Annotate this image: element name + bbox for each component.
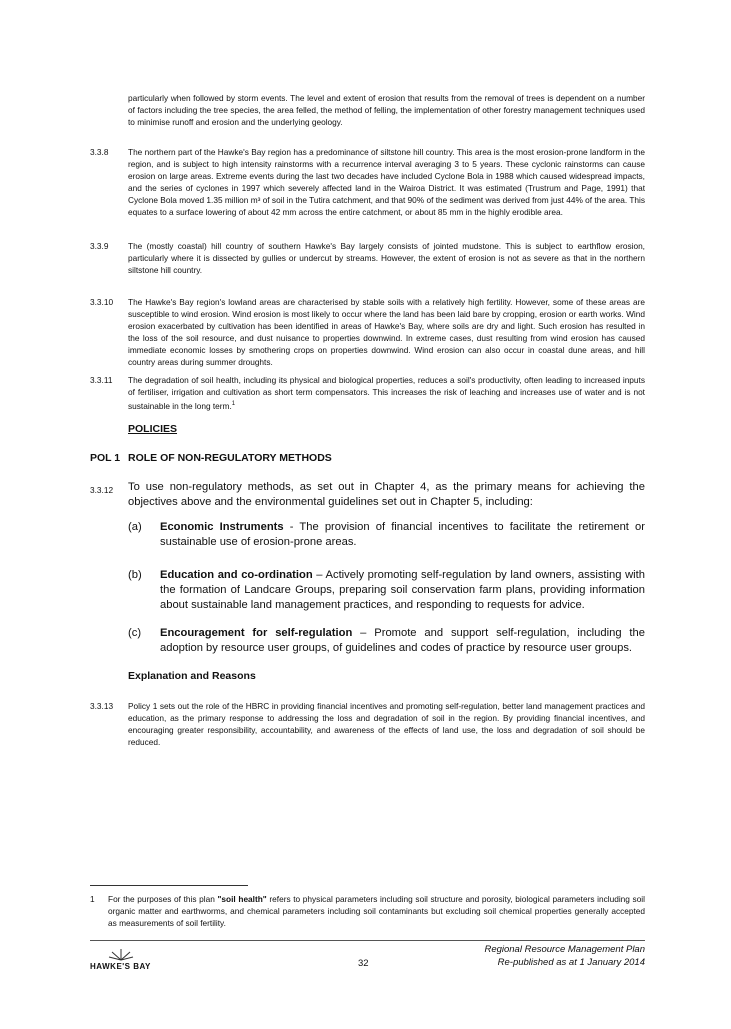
paragraph-number: 3.3.11 — [90, 375, 113, 385]
item-label: (c) — [128, 627, 142, 639]
footnote — [108, 893, 645, 929]
policy-title: ROLE OF NON-REGULATORY METHODS — [128, 452, 332, 464]
paragraph-3-3-8: The northern part of the Hawke's Bay region has a predominance of siltstone hill country. This area is the most erosion-prone landform in the region, and is subject to high intensity rainstorms with a recurrence interval averaging 3 to 5 years. These cyclonic rainstorms can cause erosion on large areas. Extreme events during the last two decades have included Cyclone Bola in 1988 which caused widespread impacts, and the series of cyclones in 1997 which severely affected land in the Wairoa District. It was estimated (Trustrum and Page, 1991) that Cyclone Bola moved 1.35 million m³ of soil in the Tutira catchment, and that 90% of the sediment was derived from just 44% of the area. This equates to a surface lowering of about 42 mm across the entire catchment, or about 85 mm in the highly erodible area. — [128, 147, 645, 217]
footnote-reference: 1 — [231, 401, 236, 407]
item-label: (b) — [128, 569, 142, 581]
footer-rule — [90, 940, 645, 941]
footnote-text: refers to physical parameters including soil structure and porosity, biological parameters including soil organic matter and earthworms, and chemical parameters including soil contaminants but excluding soil chemical properties generally accepted as measurements of soil fertility. — [108, 894, 645, 928]
plan-title: Regional Resource Management Plan — [484, 944, 645, 955]
item-separator: – — [312, 569, 326, 581]
page-number: 32 — [358, 958, 369, 969]
paragraph-3-3-9: The (mostly coastal) hill country of southern Hawke's Bay largely consists of jointed mudstone. This is subject to earthflow erosion, particularly where it is dissected by gullies or undercut by streams. However, the extent of erosion is not as severe as that in the northern siltstone hill country. — [128, 241, 645, 275]
paragraph-3-3-11-text: The degradation of soil health, including its physical and biological properties, reduces a soil's productivity, often leading to increased inputs of fertiliser, irrigation and cultivation as short term compensators. This increases the risk of leaching and increases use of water and is not sustainable in the long term. — [128, 375, 645, 411]
policies-heading: POLICIES — [128, 423, 178, 435]
hawkes-bay-sun-icon — [106, 944, 136, 962]
republished-date: Re-published as at 1 January 2014 — [497, 957, 645, 968]
item-title: Education and co-ordination — [160, 569, 313, 581]
explanation-heading: Explanation and Reasons — [128, 670, 256, 682]
paragraph-number: 3.3.13 — [90, 701, 114, 711]
item-text: Promote and support self-regulation, including the adoption by resource user groups, of guidelines and codes of practice by resource user groups. — [160, 627, 645, 654]
item-separator: - — [283, 521, 300, 533]
item-title: Encouragement for self-regulation — [160, 627, 353, 639]
paragraph-number: 3.3.9 — [90, 241, 109, 251]
list-item — [160, 520, 645, 550]
paragraph-number: 3.3.10 — [90, 297, 114, 307]
paragraph-3-3-12: To use non-regulatory methods, as set out in Chapter 4, as the primary means for achieving the objectives above and the environmental guidelines set out in Chapter 5, including: — [128, 481, 645, 508]
footer-plan-info — [484, 943, 645, 969]
item-text: Actively promoting self-regulation by land owners, assisting with the formation of Landcare Groups, preparing soil conservation farm plans, providing information about sustainable land management practices, and responding to requests for advice. — [160, 569, 645, 611]
footnote-term: "soil health" — [217, 894, 267, 904]
paragraph-number: 3.3.8 — [90, 147, 109, 157]
item-text: The provision of financial incentives to facilitate the retirement or sustainable use of erosion-prone areas. — [160, 521, 645, 548]
footnote-separator — [90, 885, 248, 886]
item-separator: – — [352, 627, 375, 639]
paragraph-3-3-13: Policy 1 sets out the role of the HBRC in providing financial incentives and promoting self-regulation, better land management practices and education, as the primary response to addressing the loss and degradation of soil in the region. By providing financial incentives, and encouraging greater responsibility, accountability, and awareness of the effects of land use, the loss and degradation of soil should be reduced. — [128, 701, 645, 747]
paragraph-continuation: particularly when followed by storm events. The level and extent of erosion that results from the removal of trees is dependent on a number of factors including the tree species, the area felled, the method of felling, the implementation of other forestry management techniques used to minimise runoff and erosion and the underlying geology. — [128, 93, 645, 127]
list-item — [160, 568, 645, 613]
list-item — [160, 626, 645, 656]
footer-logo-text: HAWKE'S BAY — [90, 962, 151, 971]
policy-number: POL 1 — [90, 452, 121, 464]
footnote-prefix: For the purposes of this plan — [108, 894, 218, 904]
item-label: (a) — [128, 521, 142, 533]
item-title: Economic Instruments — [160, 521, 284, 533]
footnote-number: 1 — [90, 894, 95, 904]
paragraph-3-3-10: The Hawke's Bay region's lowland areas are characterised by stable soils with a relatively high fertility. However, some of these areas are susceptible to wind erosion. Wind erosion is most likely to occur where the land has been laid bare by cropping, erosion or earth works. Wind erosion exacerbated by cultivation has been identified in areas of Hawke's Bay, where soils are dry and light. Such erosion has resulted in the loss of the soil resource, and dust nuisance to properties downwind. In extreme cases, dust resulting from wind erosion has caused immediate economic losses by smothering crops on properties downwind. Wind erosion can also occur in coastal dune areas, and hill country areas during summer droughts. — [128, 297, 645, 367]
paragraph-number: 3.3.12 — [90, 485, 114, 495]
paragraph-3-3-11 — [128, 374, 645, 412]
